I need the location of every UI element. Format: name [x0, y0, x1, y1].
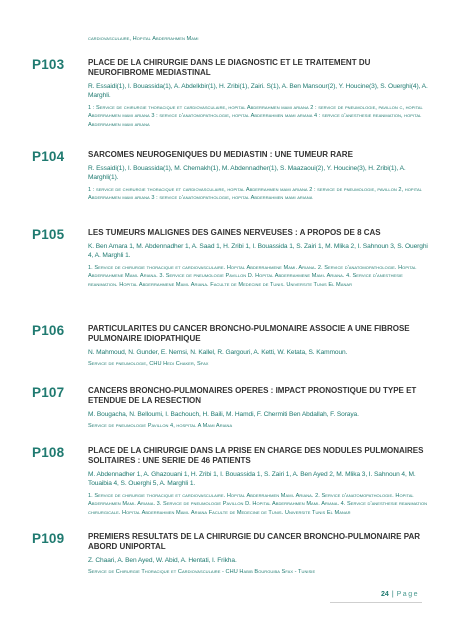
abstract-authors: M. Abdennadher 1, A. Ghazouani 1, H. Zribi 1, I. Bouassida 1, S. Zairi 1, A. Ben Ayed 2, M. Mlika 3, I. Sahnoun 4, M. Touaibia 4, S. Ouerghi 5, A. Marghli 1. [88, 471, 416, 488]
poster-code: P103 [32, 57, 65, 72]
poster-code: P104 [32, 149, 65, 164]
page-label: Page [396, 591, 419, 598]
abstract-affiliation: 1 : service de chirurgie thoracique et cardiovasculaire, hopital Abderrahmen mami ariana 2 : service de pneumologie, pavillon 2, hopital Abderrahmen mami ariana 3 : service d'anatomopathologie, hopital Abderrahmen mami ariana [88, 186, 422, 202]
abstract-title: PLACE DE LA CHIRURGIE DANS LE DIAGNOSTIC ET LE TRAITEMENT DU NEUROFIBROME MEDIASTINAL [88, 58, 371, 77]
abstract-authors: Z. Chaari, A. Ben Ayed, W. Abid, A. Hentati, I. Frikha. [88, 557, 237, 564]
poster-code: P106 [32, 323, 65, 338]
abstract-authors: M. Bougacha, N. Belloumi, I. Bachouch, H. Baili, M. Hamdi, F. Chermiti Ben Abdallah, F. Soraya. [88, 411, 359, 418]
abstract-authors: R. Essaidi(1), I. Bouassida(1), A. Abdelkbir(1), H. Zribi(1), Zairi. S(1), A. Ben Mansour(2), Y. Houcine(3), S. Ouerghi(4), A. Marghli. [88, 83, 428, 100]
page-number: 24 [381, 591, 389, 598]
footer-separator: | [391, 591, 394, 598]
page-footer [381, 591, 419, 598]
abstract-body [88, 532, 428, 577]
abstract-title: PREMIERS RESULTATS DE LA CHIRURGIE DU CANCER BRONCHO-PULMONAIRE PAR ABORD UNIPORTAL [88, 532, 421, 551]
continuation-affiliation: cardiovasculaire, Hopital Abderrahmen Mami [88, 36, 199, 42]
abstract-body [88, 386, 428, 431]
abstract-affiliation: 1 : Service de chirurgie thoracique et cardiovasculaire, hopital Abderrahmen mami ariana 2 : service de pneumologie, pavillon c, hopital Abderrahmen mami ariana 3 : service d'anatomopathologie, hopital Abderrahmen mami ariana 4 : service d'anesthesie reanimation, hopital Abderrahmen mami ariana [88, 104, 423, 128]
abstract-title: PARTICULARITES DU CANCER BRONCHO-PULMONAIRE ASSOCIE A UNE FIBROSE PULMONAIRE IDIOPATHIQUE [88, 324, 410, 343]
abstract-body [88, 446, 428, 518]
abstract-body [88, 58, 428, 130]
abstract-body [88, 228, 428, 290]
poster-code: P105 [32, 227, 65, 242]
abstract-affiliation: 1. Service de chirurgie thoracique et cardiovasculaire. Hopital Abderrahmene Mami. Ariana. 2. Service d'anatomopathologie. Hopital Abderrahmene Mami. Ariana. 3. Service de pneumologie Pavillon D. Hopital Abderrahmene Mami. Ariana. 4. Service d'anesthesie reanimation. Hopital Abderrahmene Mami. Ariana. Faculte de Medecine de Tunis. Universite Tunis El Manar [88, 264, 417, 288]
poster-code: P109 [32, 531, 65, 546]
abstract-body [88, 150, 428, 203]
poster-code: P107 [32, 385, 65, 400]
abstract-title: SARCOMES NEUROGENIQUES DU MEDIASTIN : UNE TUMEUR RARE [88, 150, 353, 159]
abstract-authors: N. Mahmoud, N. Gunder, E. Nemsi, N. Kallel, R. Gargouri, A. Ketti, W. Ketata, S. Kammoun. [88, 349, 348, 356]
abstract-authors: K. Ben Amara 1, M. Abdennadher 1, A. Saad 1, H. Zribi 1, I. Bouassida 1, S. Zairi 1, M. Mlika 2, I. Sahnoun 3, S. Ouerghi 4, A. Marghli 1. [88, 243, 428, 260]
abstract-title: PLACE DE LA CHIRURGIE DANS LA PRISE EN CHARGE DES NODULES PULMONAIRES SOLITAIRES : UNE SERIE DE 46 PATIENTS [88, 446, 424, 465]
abstract-affiliation: Service de Chirurgie Thoracique et Cardiovasculaire - CHU Habib Bourguiba Sfax - Tunisie [88, 569, 316, 576]
abstract-title: CANCERS BRONCHO-PULMONAIRES OPERES : IMPACT PRONOSTIQUE DU TYPE ET ETENDUE DE LA RESECTION [88, 386, 417, 405]
abstract-affiliation: 1. Service de chirurgie thoracique et cardiovasculaire. Hopital Abderrahmen Mami. Ariana. 2. Service d'anatomopathologie. Hopital Abderrahmen Mami. Ariana. 3. Service de pneumologie Pavillon D. Hopital Abderrahmen Mami. Ariana. 4. Service d'anesthesie reanimation chirurgicale. Hopital Abderrahmen Mami. Ariana Faculte de Medecine de Tunis. Universite Tunis El Manar [88, 492, 428, 516]
poster-code: P108 [32, 445, 65, 460]
abstract-authors: R. Essaidi(1), I. Bouassida(1), M. Chemakh(1), M. Abdennadher(1), S. Maazaoui(2), Y. Houcine(3), H. Zribi(1), A. Marghli(1). [88, 165, 406, 182]
footer-rule [330, 602, 422, 603]
abstract-title: LES TUMEURS MALIGNES DES GAINES NERVEUSES : A PROPOS DE 8 CAS [88, 228, 381, 237]
abstract-affiliation: Service de pneumologie Pavillon 4, hospital A Mami Ariana [88, 423, 233, 430]
abstract-affiliation: Service de pneumologie, CHU Hedi Chaker, Sfax [88, 361, 209, 368]
abstract-body [88, 324, 428, 369]
